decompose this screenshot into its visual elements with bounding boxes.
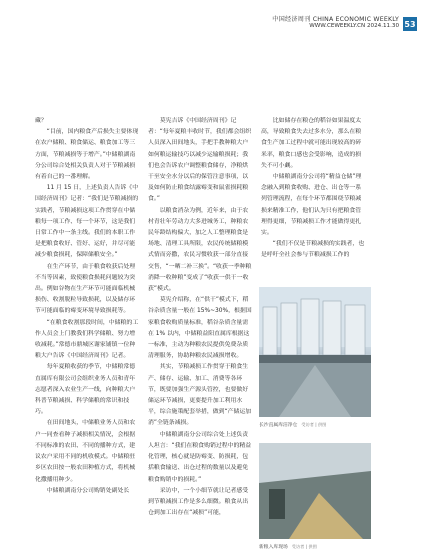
article-paragraph: 中储粮湖南分公司综合处上述负责人坦言：“我们在粮食购销过程中的精益化管理，核心就是防霉变、防损耗，包括粮食输送、出仓过程的数量以及避免粮食购销中的损耗。” — [148, 431, 252, 483]
article-paragraph: 以粮食消杂为例，近年来，由于农村青壮年劳动力大多进城务工，种粮农民年龄结构偏大，加之人工整理粮食是场地、清理工具所限，农民传统储粮模式情而旁撒，农民习惯收获一部分直接交售，“一晒二补三换”。“收获一季种粮消降一收种粮”变成了“收获一供干一收获”模式。 — [148, 207, 252, 293]
article-paragraph: 藏？ — [35, 118, 47, 124]
page-number: 53 — [403, 17, 417, 31]
article-paragraph: 比如储存在粮仓的稻谷如果温度太高，导致粮食失去过多水分，那么在粮食生产加工过程中就可能出现较高的碎米率，粮食口感也会受影响，造成的损失不可小觑。 — [261, 118, 362, 169]
article-paragraph: “我们不仅是节粮减损的实践者，也是呼吁全社会参与节粮减损工作的 — [261, 241, 365, 259]
article-paragraph: 采访中，一个小细节就让记者感受到节粮减损工作是多么细微。粮食从出仓到加工出存在“减损”可能， — [148, 487, 249, 517]
article-column-3 — [261, 116, 367, 262]
article-column-2 — [148, 116, 252, 519]
article-paragraph: 其实，节粮减损工作贯穿于粮食生产、储存、运输、加工、消费等各环节，既要加强生产源头管控，也要做好储运环节减损，更要提升加工利用水平，综合施策配套举措，做到“产储运加消”全链条减损。 — [148, 364, 252, 427]
photo1-caption: 长沙直属库洁净仓 受访者 | 供图 — [259, 422, 327, 428]
grain-storage-photo — [259, 443, 371, 539]
article-paragraph: 在生产环节，由于粮食收获后处理不当等因素，致使粮食损耗问题较为突出。例如谷物在生产环节可能面临机械损伤、收割脱粒导致损耗，以及储存环节可能面临的霉变环境导致损耗等。 — [35, 263, 136, 315]
article-paragraph: 11 月 15 日，上述负责人告诉《中国经济周刊》记者：“我们是节粮减损的实践者，节粮减损这项工作贯穿在中储粮每一项工作、每一个环节，这是我们日常工作中一条主线。我们的本职工作是把粮食收好、管好、运好，并尽可能减少粮食损耗，保障储粮安全。” — [35, 185, 139, 259]
granary-silo-illustration — [259, 287, 371, 417]
article-paragraph: “在粮食收割那段时间，中储粮的工作人员会上门教我们科学储粮、努力增收减耗。”常德市鼎城区谢家铺镇一位种粮大户告诉《中国经济周刊》记者。 — [35, 319, 139, 360]
photo2-caption: 新粮入库现场 受访者 | 供图 — [259, 544, 317, 550]
article-paragraph: 莫宪介绍称，在“供干”模式下，稻谷杂质含量一般在 15%~30%，根据国家粮食收购质量标准，稻谷杂质含量需在 1% 以内，中储粮益阳直属库根据这一标准，主动为种粮农民提供免费杂质清理服务，协助种粮农民减损增收。 — [148, 297, 252, 360]
article-paragraph: “目前，国内粮食产后损失主要体现在农户储粮、粮食储运、粮食加工等三方面，节粮减损等于增产。”中储粮湖南分公司综合处相关负责人对于节粮减损有着自己的一番理解。 — [35, 129, 139, 181]
article-paragraph: 莫宪吉诉《中国经济周刊》记者：“每年夏粮丰收时节，我们都会组织人员深入田间地头，手把手教种粮大户如何粮运输技巧以减少运输粮损耗；我们也会告诉农户调整粮食储存，净粮烘干至安全水分以后的保管注意事项，以及如何防止粮食结露霉变和鼠雀损耗粮食。” — [148, 118, 252, 203]
article-paragraph: 在田间地头，中储粮业务人员和农户一同查看种子减损相关情况，会根据不同标准的农田、不同的播种方式，建议农户采用不同的机收模式。中储粮驻乡区农田按一般农田种植方式，将机械化撒播用种少。 — [35, 420, 136, 483]
page-header — [272, 14, 399, 29]
grain-intake-illustration — [259, 443, 371, 539]
article-column-1 — [35, 116, 139, 497]
magazine-name: 中国经济周刊 CHINA ECONOMIC WEEKLY — [272, 16, 399, 23]
site-and-date: WWW.CEWEEKLY.CN 2024.11.30 — [309, 23, 399, 29]
article-paragraph: 每年夏粮收获的季节，中储粮常德直属库有限公司会组织业务人员和青年志愿者深入农业生产一线，向种粮大户科普节粮减损、科学储粮的常识和技巧。 — [35, 364, 136, 416]
article-paragraph: 中储粮湖南分公司将“精益仓储”理念融入到粮食收购、进仓、出仓等一系列管理流程，在每个环节都围绕节粮减损来精准工作，他们认为只有把粮食管理得更细，节粮减损工作才能做得更扎实。 — [261, 174, 362, 237]
granary-interior-photo — [259, 287, 371, 417]
article-paragraph: 中储粮湖南分公司购销处副处长 — [46, 487, 130, 494]
